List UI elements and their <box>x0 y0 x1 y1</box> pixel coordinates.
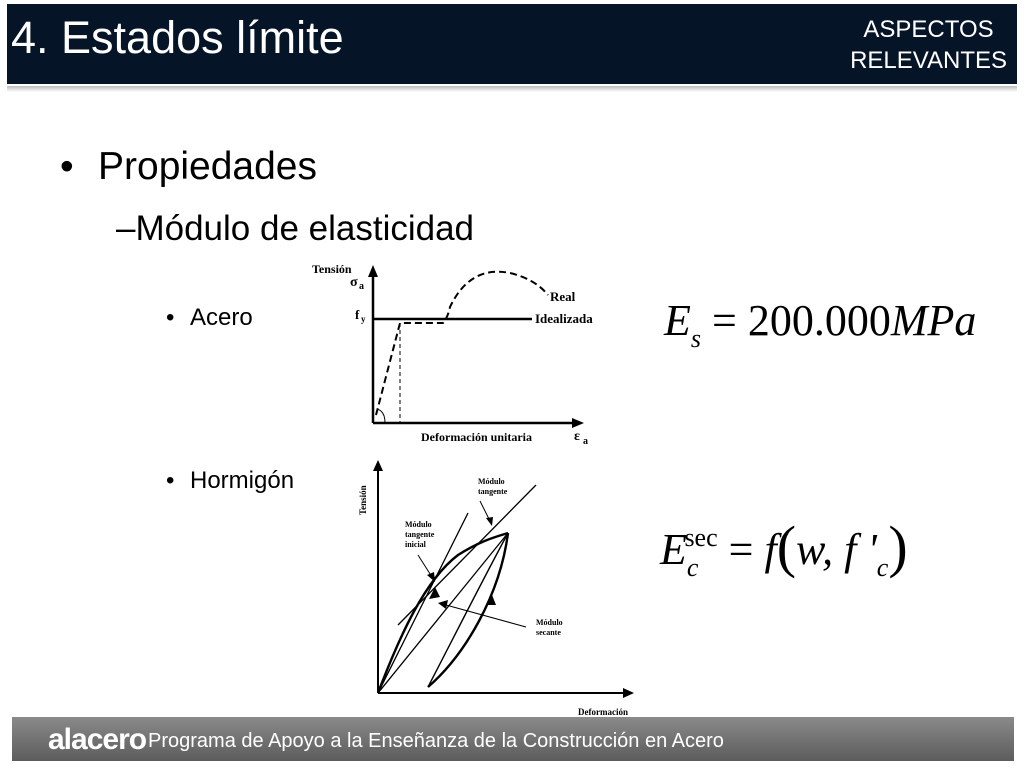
y-axis-arrow <box>368 265 378 277</box>
eq-equals: = <box>728 525 754 574</box>
eq-left-paren: ( <box>776 514 797 579</box>
eq-arg-w: w, <box>796 525 834 574</box>
steel-stress-strain-diagram <box>300 255 600 455</box>
y-axis-symbol: σ <box>350 275 358 290</box>
bullet-modulo <box>116 207 474 251</box>
slide-title: 4. Estados límite <box>11 12 344 63</box>
initial-tangent-label-line1: Módulo <box>405 520 432 529</box>
real-curve <box>376 272 548 415</box>
secant-line <box>378 533 508 693</box>
y-axis-label: Tensión <box>358 485 368 515</box>
eq-arg-subscript: c <box>876 553 889 582</box>
bullet-acero <box>166 303 253 333</box>
bullet-text: Acero <box>190 304 253 331</box>
fy-label-sub: y <box>361 314 366 324</box>
bullet-propiedades <box>60 144 317 190</box>
bullet-text: Hormigón <box>190 467 295 494</box>
idealized-label: Idealizada <box>535 311 593 326</box>
eq-value: = 200.000 <box>712 296 891 345</box>
eq-unit: MPa <box>890 296 977 345</box>
footer-text: Programa de Apoyo a la Enseñanza de la Construcción en Acero <box>148 730 724 752</box>
x-axis-symbol: ε <box>574 429 580 444</box>
eq-function: f <box>764 525 777 574</box>
section-label <box>850 14 1007 76</box>
real-label: Real <box>550 289 576 304</box>
initial-tangent-pointer-head <box>427 572 435 582</box>
eq-subscript: c <box>686 553 699 582</box>
y-axis-arrow <box>373 460 383 471</box>
fy-label: f <box>355 307 360 322</box>
steel-modulus-equation <box>664 296 976 352</box>
x-axis-symbol-sub: a <box>583 436 588 447</box>
eq-right-paren: ) <box>888 514 908 579</box>
eq-subscript: s <box>690 324 702 353</box>
x-axis-arrow <box>572 418 584 428</box>
x-axis-label: Deformación unitaria <box>421 430 532 444</box>
tangent-label-line1: Módulo <box>478 477 505 486</box>
bullet-marker: • <box>166 304 175 331</box>
secant-label-line2: secante <box>536 628 561 637</box>
y-axis-symbol-sub: a <box>359 281 364 292</box>
tangent-pointer-head <box>486 517 493 526</box>
footer-bar <box>12 717 1014 761</box>
title-divider <box>7 86 1017 92</box>
bullet-marker: • <box>166 467 175 494</box>
eq-arg-fc: f ' <box>844 525 877 574</box>
x-axis-arrow <box>623 688 634 698</box>
initial-slope-arc <box>377 409 385 423</box>
bullet-text: Propiedades <box>98 145 317 188</box>
bullet-marker: • <box>60 145 74 188</box>
alacero-logo: alacero <box>48 723 147 756</box>
section-label-line2: RELEVANTES <box>850 47 1007 74</box>
title-bar <box>7 4 1017 84</box>
concrete-modulus-diagram <box>350 455 650 720</box>
concrete-modulus-equation <box>660 514 908 582</box>
initial-tangent-label-line3: inicial <box>405 540 426 549</box>
initial-tangent-pointer <box>418 555 432 577</box>
eq-symbol-E: E <box>664 296 691 345</box>
reloading-curve <box>428 533 508 687</box>
bullet-text: Módulo de elasticidad <box>135 209 475 248</box>
x-axis-label: Deformación <box>578 707 628 717</box>
dash-marker: – <box>116 209 136 248</box>
bullet-hormigon <box>166 466 294 496</box>
eq-symbol-E: E <box>660 525 687 574</box>
y-axis-label: Tensión <box>312 262 352 276</box>
eq-superscript: sec <box>684 523 718 552</box>
secant-pointer-head <box>438 600 448 609</box>
initial-tangent-label-line2: tangente <box>405 530 435 539</box>
secant-label-line1: Módulo <box>536 618 563 627</box>
tangent-label-line2: tangente <box>478 487 508 496</box>
section-label-line1: ASPECTOS <box>863 16 994 43</box>
